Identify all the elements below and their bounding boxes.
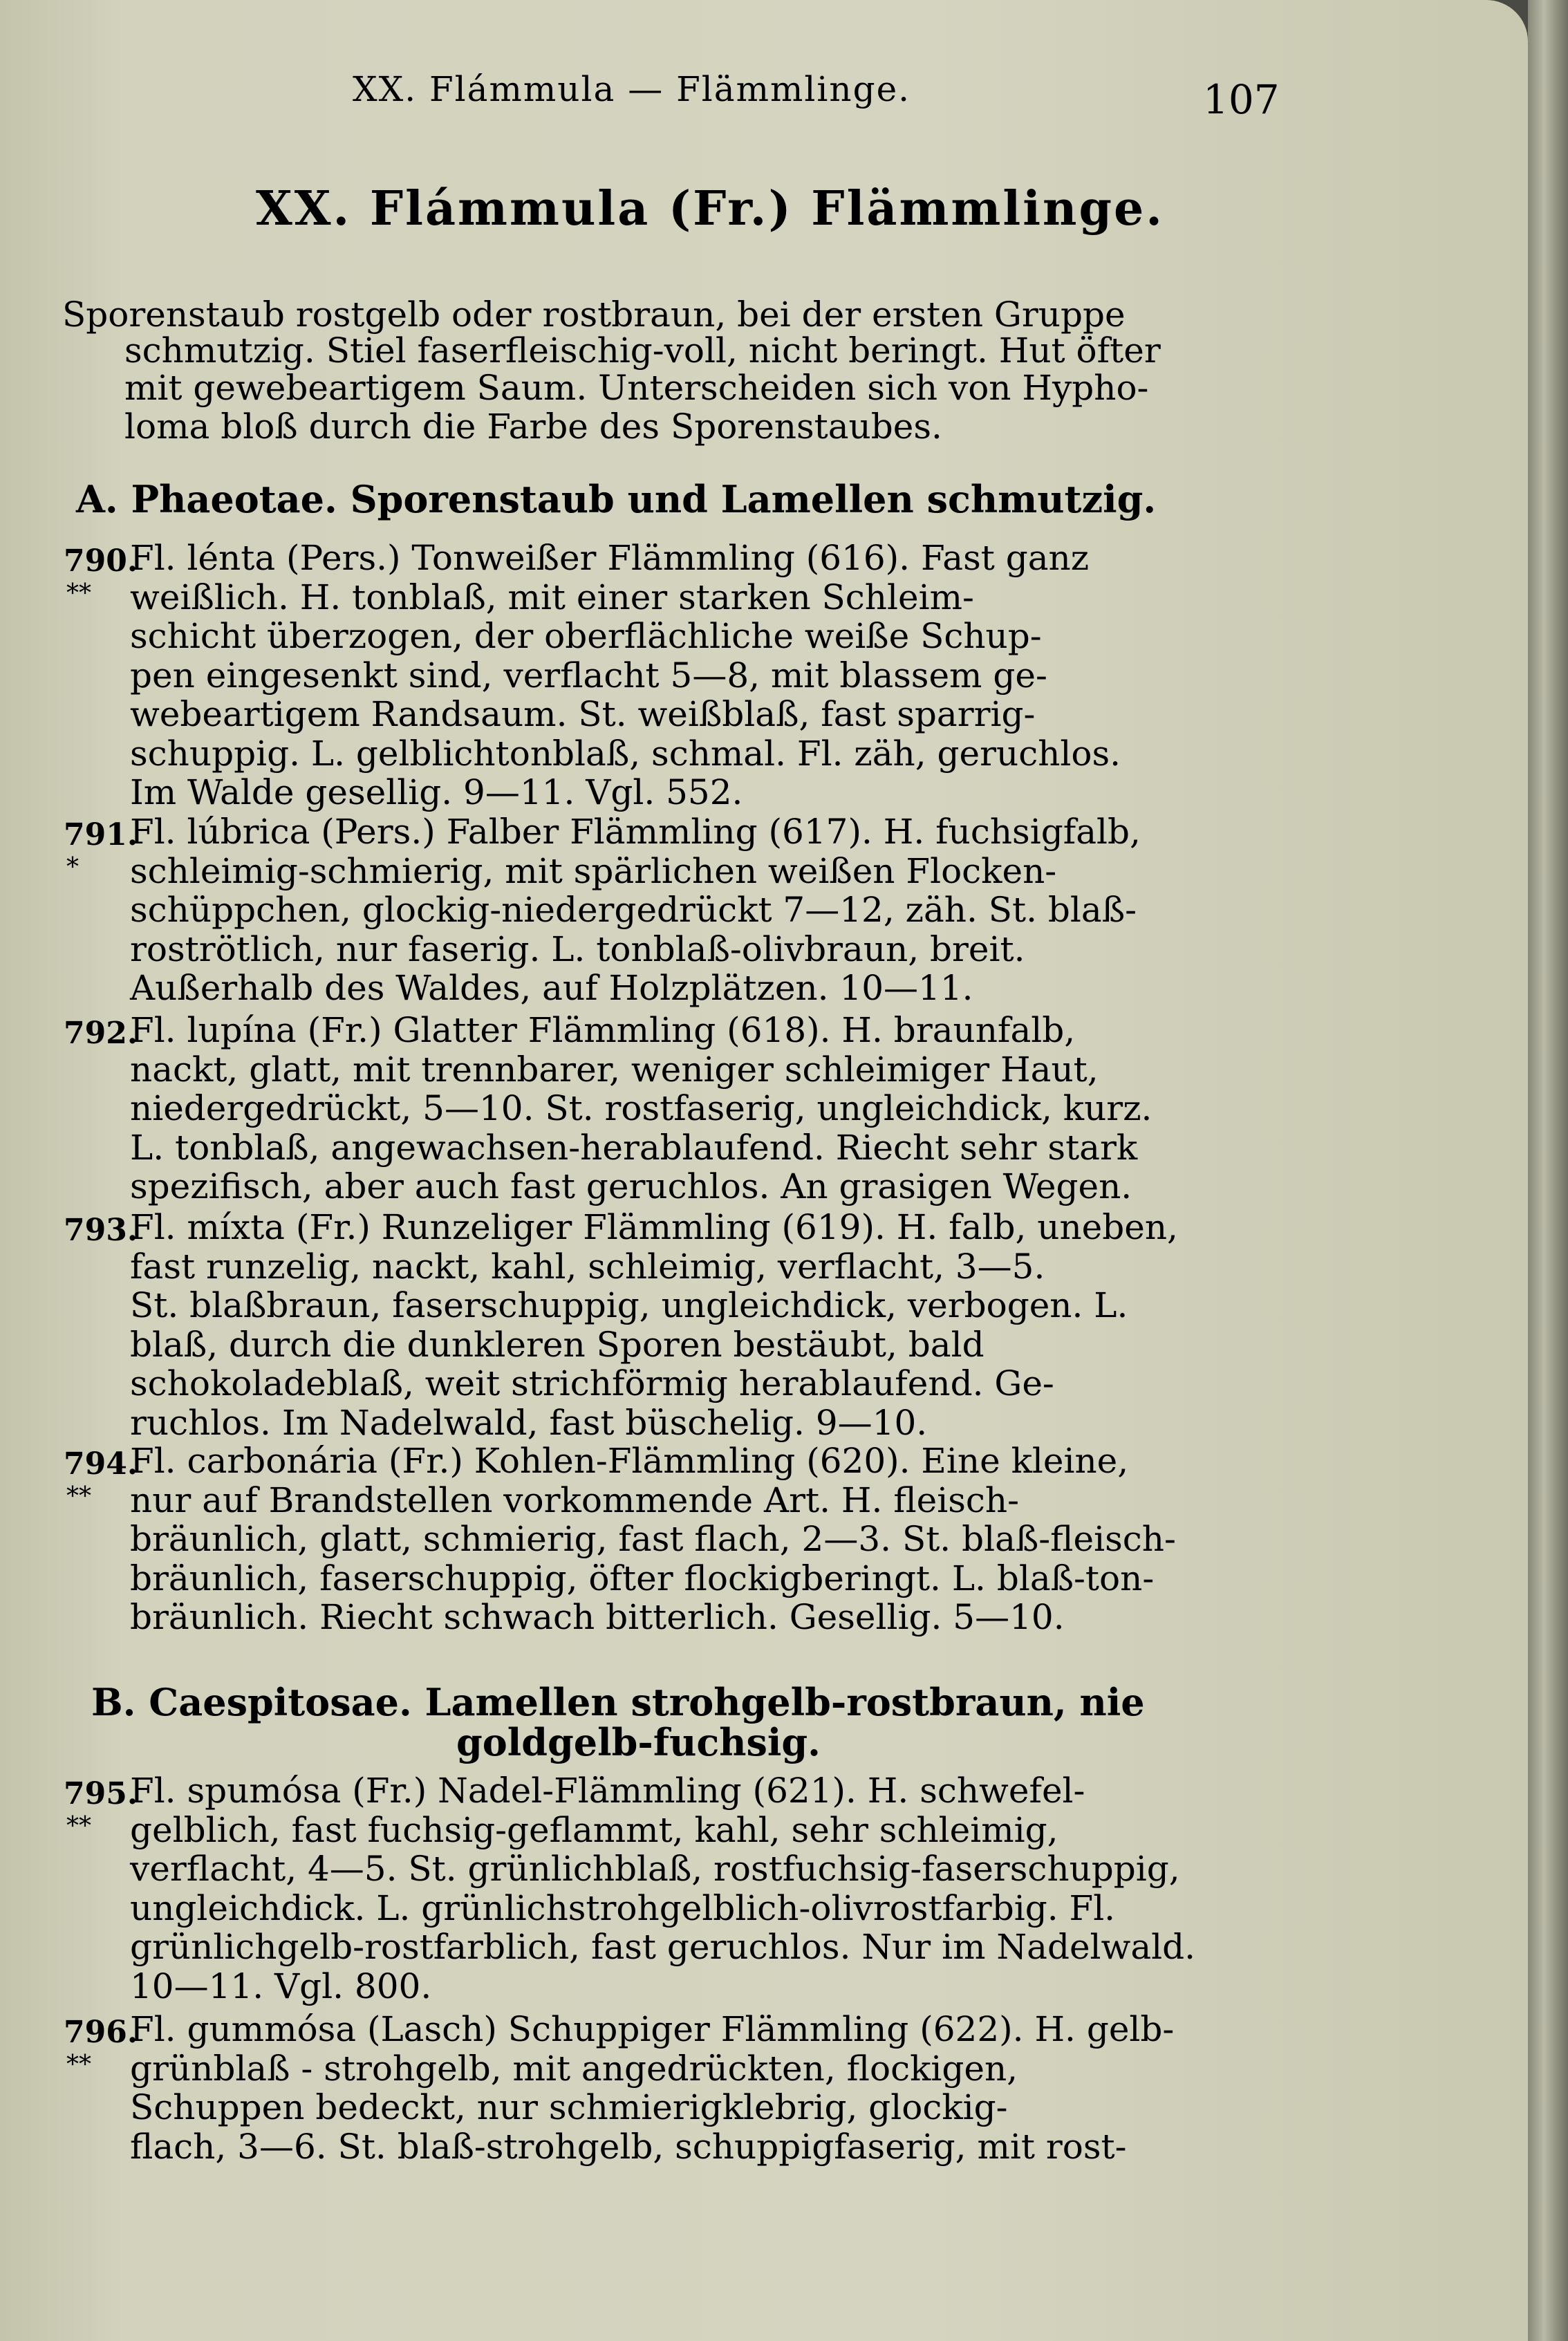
entry-line: Im Walde gesellig. 9—11. Vgl. 552. xyxy=(130,772,743,812)
entry-number: 794. xyxy=(64,1446,138,1482)
section-b-line: goldgelb-fuchsig. xyxy=(456,1720,821,1764)
entry-line: schüppchen, glockig-niedergedrückt 7—12, zäh. St. blaß- xyxy=(130,890,1137,930)
entry-line: verflacht, 4—5. St. grünlichblaß, rostfuchsig-faserschuppig, xyxy=(130,1849,1180,1889)
chapter-title: XX. Flámmula (Fr.) Flämmlinge. xyxy=(256,181,1164,236)
entry-line: schleimig-schmierig, mit spärlichen weißen Flocken- xyxy=(130,850,1057,891)
entry-line: 10—11. Vgl. 800. xyxy=(130,1966,432,2006)
entry-line: Fl. lénta (Pers.) Tonweißer Flämmling (616). Fast ganz xyxy=(130,538,1090,578)
entry-line: bräunlich, glatt, schmierig, fast flach, 2—3. St. blaß-fleisch- xyxy=(130,1519,1176,1559)
entry-mark: ** xyxy=(66,2051,91,2079)
entry-line: ungleichdick. L. grünlichstrohgelblich-olivrostfarbig. Fl. xyxy=(130,1887,1116,1928)
intro-line: Sporenstaub rostgelb oder rostbraun, bei der ersten Gruppe xyxy=(62,295,1126,335)
entry-line: Außerhalb des Waldes, auf Holzplätzen. 10—11. xyxy=(130,968,973,1008)
entry-line: weißlich. H. tonblaß, mit einer starken Schleim- xyxy=(130,577,974,617)
entry-number: 792. xyxy=(64,1016,138,1051)
entry-line: schicht überzogen, der oberflächliche weiße Schup- xyxy=(130,616,1042,656)
entry-line: fast runzelig, nackt, kahl, schleimig, verflacht, 3—5. xyxy=(130,1246,1045,1287)
entry-line: schuppig. L. gelblichtonblaß, schmal. Fl. zäh, geruchlos. xyxy=(130,733,1121,774)
intro-line: loma bloß durch die Farbe des Sporenstaubes. xyxy=(124,407,942,447)
entry-line: spezifisch, aber auch fast geruchlos. An grasigen Wegen. xyxy=(130,1166,1132,1206)
entry-line: blaß, durch die dunkleren Sporen bestäubt, bald xyxy=(130,1324,984,1365)
entry-line: gelblich, fast fuchsig-geflammt, kahl, sehr schleimig, xyxy=(130,1809,1058,1850)
entry-number: 793. xyxy=(64,1213,138,1248)
entry-mark: * xyxy=(66,853,79,882)
intro-line: schmutzig. Stiel faserfleischig-voll, nicht beringt. Hut öfter xyxy=(124,330,1161,371)
entry-line: bräunlich. Riecht schwach bitterlich. Gesellig. 5—10. xyxy=(130,1597,1065,1637)
entry-line: webeartigem Randsaum. St. weißblaß, fast sparrig- xyxy=(130,694,1036,734)
entry-line: niedergedrückt, 5—10. St. rostfaserig, ungleichdick, kurz. xyxy=(130,1088,1152,1128)
entry-line: Fl. gummósa (Lasch) Schuppiger Flämmling (622). H. gelb- xyxy=(130,2009,1175,2049)
running-head: XX. Flámmula — Flämmlinge. xyxy=(353,69,911,109)
entry-line: nur auf Brandstellen vorkommende Art. H. fleisch- xyxy=(130,1480,1020,1520)
entry-line: schokoladeblaß, weit strichförmig herablaufend. Ge- xyxy=(130,1363,1054,1403)
entry-number: 796. xyxy=(64,2015,138,2050)
entry-line: flach, 3—6. St. blaß-strohgelb, schuppigfaserig, mit rost- xyxy=(130,2126,1127,2167)
entry-number: 791. xyxy=(64,817,138,852)
entry-line: bräunlich, faserschuppig, öfter flockigberingt. L. blaß-ton- xyxy=(130,1558,1155,1598)
entry-number: 790. xyxy=(64,543,138,579)
page-number: 107 xyxy=(1203,76,1280,123)
entry-line: Fl. carbonária (Fr.) Kohlen-Flämmling (620). Eine kleine, xyxy=(130,1441,1129,1481)
entry-mark: ** xyxy=(66,1482,91,1511)
intro-line: mit gewebeartigem Saum. Unterscheiden sich von Hypho- xyxy=(124,368,1149,408)
entry-line: pen eingesenkt sind, verflacht 5—8, mit blassem ge- xyxy=(130,655,1047,696)
section-b-line: B. Caespitosae. Lamellen strohgelb-rostbraun, nie xyxy=(91,1680,1145,1724)
entry-line: Schuppen bedeckt, nur schmierigklebrig, glockig- xyxy=(130,2087,1008,2127)
entry-mark: ** xyxy=(66,579,91,608)
entry-line: grünblaß - strohgelb, mit angedrückten, flockigen, xyxy=(130,2048,1018,2089)
entry-mark: ** xyxy=(66,1812,91,1840)
entry-line: Fl. lupína (Fr.) Glatter Flämmling (618). H. braunfalb, xyxy=(130,1010,1076,1050)
section-a-heading: A. Phaeotae. Sporenstaub und Lamellen schmutzig. xyxy=(76,477,1157,521)
page-stack-edge xyxy=(1528,0,1568,2341)
entry-line: nackt, glatt, mit trennbarer, weniger schleimiger Haut, xyxy=(130,1049,1099,1090)
entry-line: roströtlich, nur faserig. L. tonblaß-olivbraun, breit. xyxy=(130,929,1025,969)
entry-line: L. tonblaß, angewachsen-herablaufend. Riecht sehr stark xyxy=(130,1127,1138,1168)
entry-line: St. blaßbraun, faserschuppig, ungleichdick, verbogen. L. xyxy=(130,1285,1128,1325)
entry-line: Fl. lúbrica (Pers.) Falber Flämmling (617). H. fuchsigfalb, xyxy=(130,812,1141,852)
entry-number: 795. xyxy=(64,1776,138,1811)
entry-line: Fl. spumósa (Fr.) Nadel-Flämmling (621). H. schwefel- xyxy=(130,1771,1085,1811)
entry-line: ruchlos. Im Nadelwald, fast büschelig. 9—10. xyxy=(130,1402,928,1443)
entry-line: Fl. míxta (Fr.) Runzeliger Flämmling (619). H. falb, uneben, xyxy=(130,1207,1178,1247)
entry-line: grünlichgelb-rostfarblich, fast geruchlos. Nur im Nadelwald. xyxy=(130,1927,1196,1967)
